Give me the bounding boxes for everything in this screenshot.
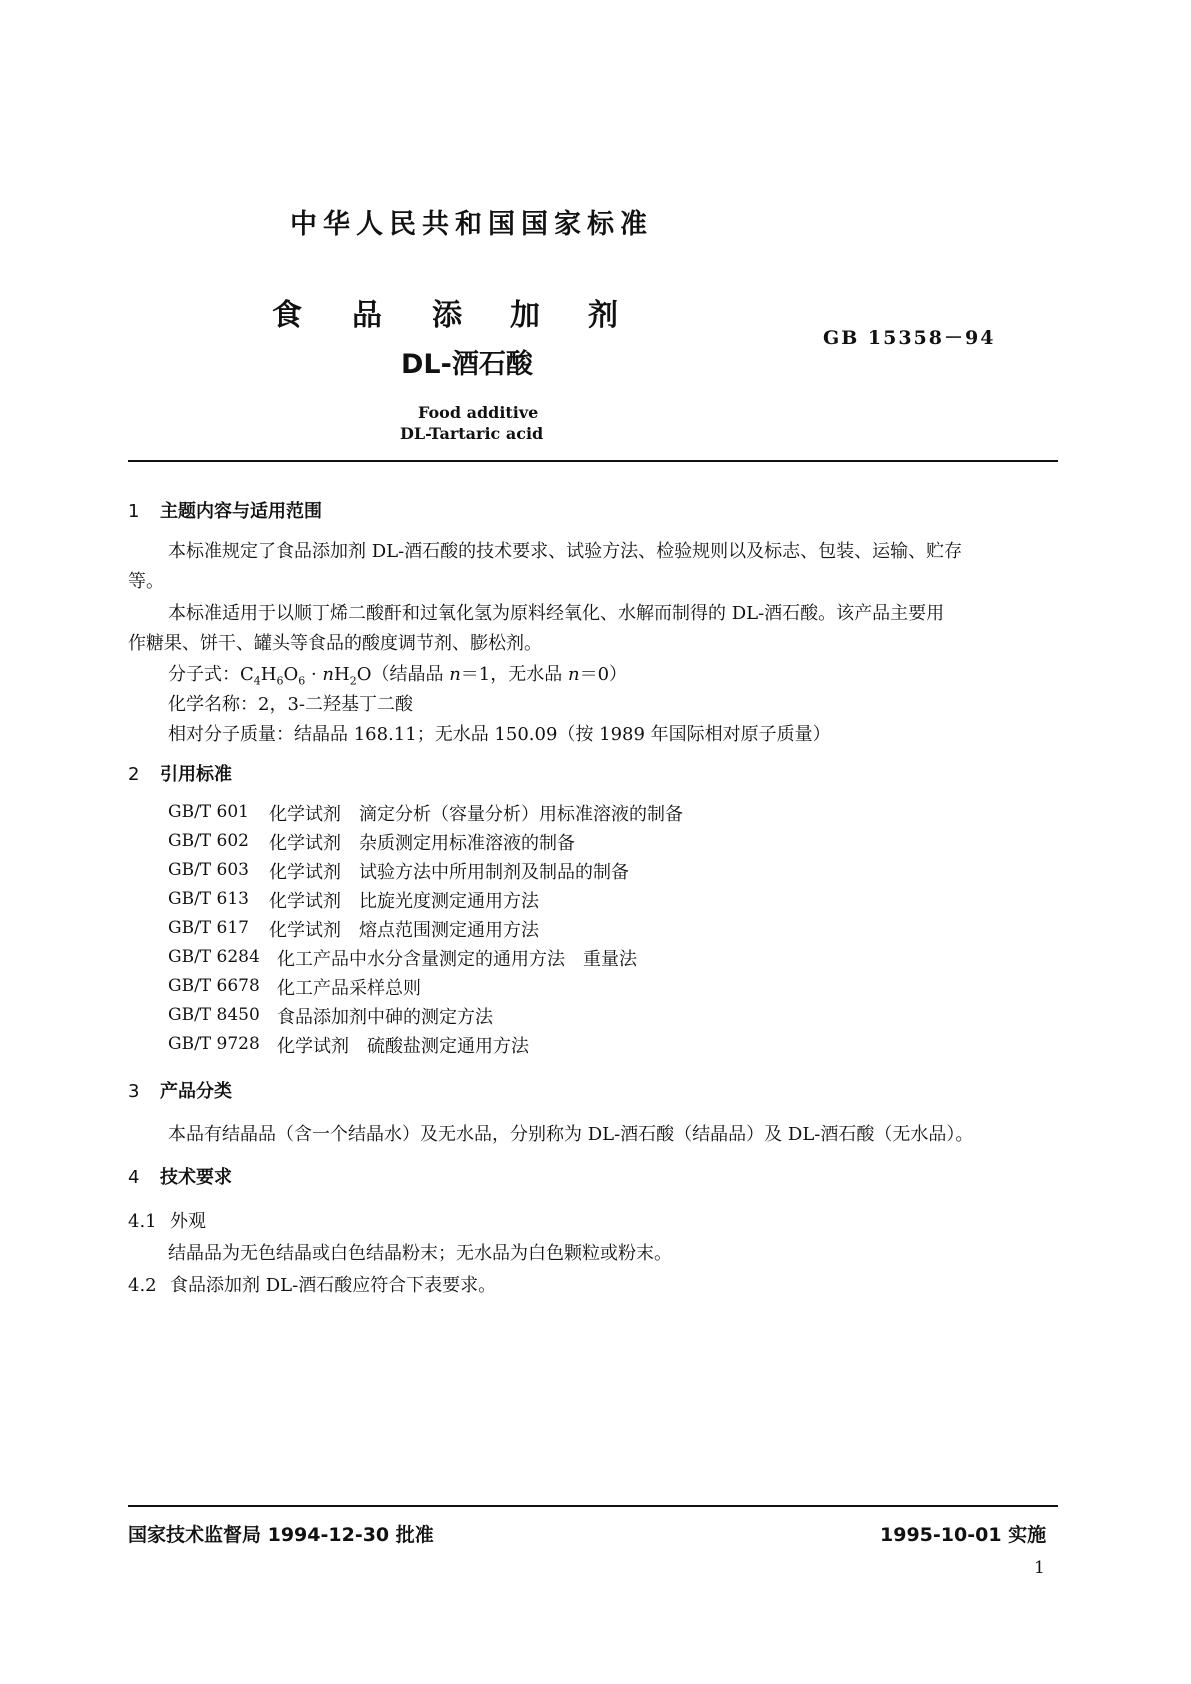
title-char-4: 加 [510,298,540,333]
formula-water-o: O（结晶品 [356,664,450,685]
reference-text: 化学试剂 滴定分析（容量分析）用标准溶液的制备 [269,804,683,825]
formula-h-count: 6 [276,674,284,688]
section-2-heading [128,760,232,786]
gb-code [823,323,995,350]
reference-text: 食品添加剂中砷的测定方法 [277,1007,493,1028]
section-2-number: 2 [128,764,140,785]
formula-prefix: 分子式：C [168,664,254,685]
reference-code: GB/T 9728 [168,1034,260,1054]
section-3-number: 3 [128,1081,140,1102]
section-1-p2-line1: 本标准适用于以顺丁烯二酸酐和过氧化氢为原料经氧化、水解而制得的 DL-酒石酸。该产品主要用 [168,603,945,624]
reference-code: GB/T 617 [168,918,249,938]
reference-code: GB/T 6678 [168,976,260,996]
reference-code: GB/T 603 [168,860,249,880]
formula-eq-crystal: ＝1，无水品 [460,664,568,685]
section-1-p2-line2: 作糖果、饼干、罐头等食品的酸度调节剂、膨松剂。 [128,633,542,654]
formula-n: n [322,664,335,685]
approval-line: 国家技术监督局 1994-12-30 批准 [128,1524,434,1546]
title-char-1: 食 [272,298,302,333]
formula-eq-anhydrous: ＝0） [579,664,628,685]
section-3-heading [128,1077,232,1103]
english-title-line1: Food additive [418,403,539,422]
section-1-number: 1 [128,501,140,522]
formula-n-anhydrous: n [567,664,580,685]
footer-rule [128,1505,1058,1507]
page-number: 1 [1034,1558,1045,1578]
reference-code: GB/T 601 [168,802,249,822]
formula-dot: · [305,664,323,685]
chemical-name: 化学名称：2，3-二羟基丁二酸 [168,694,413,715]
formula-c-count: 4 [253,674,261,688]
standard-title: 中华人民共和国国家标准 [290,209,653,240]
section-4-number: 4 [128,1167,140,1188]
formula-water-h-count: 2 [349,674,357,688]
reference-text: 化学试剂 试验方法中所用制剂及制品的制备 [269,862,629,883]
reference-text: 化学试剂 硫酸盐测定通用方法 [277,1036,529,1057]
title-char-2: 品 [352,298,382,333]
formula-water-h: H [334,664,350,685]
section-4-title: 技术要求 [160,1167,232,1188]
reference-code: GB/T 8450 [168,1005,260,1025]
section-1-p1-line1: 本标准规定了食品添加剂 DL-酒石酸的技术要求、试验方法、检验规则以及标志、包装、运输、贮存 [168,541,963,562]
reference-text: 化学试剂 杂质测定用标准溶液的制备 [269,833,575,854]
molecular-formula [168,660,627,688]
english-title-line2: DL-Tartaric acid [400,424,544,443]
section-4-2-line [128,1271,496,1297]
section-1-title: 主题内容与适用范围 [160,501,322,522]
molecular-mass: 相对分子质量：结晶品 168.11；无水品 150.09（按 1989 年国际相对原子质量） [168,724,831,745]
section-1-p1-line2: 等。 [128,571,164,592]
section-4-1-number: 4.1 [128,1211,157,1232]
title-char-5: 剂 [588,298,618,333]
document-subtitle: DL-酒石酸 [401,349,533,380]
section-4-1-text: 结晶品为无色结晶或白色结晶粉末；无水品为白色颗粒或粉末。 [168,1243,672,1264]
reference-text: 化工产品中水分含量测定的通用方法 重量法 [277,949,637,970]
reference-text: 化学试剂 比旋光度测定通用方法 [269,891,539,912]
implementation-line: 1995-10-01 实施 [880,1524,1047,1546]
section-4-1-heading [128,1207,206,1233]
section-1-heading [128,497,322,523]
section-2-title: 引用标准 [160,764,232,785]
reference-code: GB/T 613 [168,889,249,909]
reference-text: 化学试剂 熔点范围测定通用方法 [269,920,539,941]
section-4-2-text: 食品添加剂 DL-酒石酸应符合下表要求。 [170,1275,497,1296]
section-4-heading [128,1163,232,1189]
section-3-title: 产品分类 [160,1081,232,1102]
reference-text: 化工产品采样总则 [277,978,421,999]
section-3-p1: 本品有结晶品（含一个结晶水）及无水品，分别称为 DL-酒石酸（结晶品）及 DL-酒石酸（无水品）。 [168,1124,974,1145]
header-rule [128,460,1058,462]
formula-h-label: H [260,664,277,685]
formula-o-count: 6 [298,674,306,688]
formula-n-crystal: n [449,664,461,685]
title-char-3: 添 [432,298,462,333]
gb-code-text: GB 15358－94 [823,327,996,349]
section-4-1-title: 外观 [170,1211,206,1232]
section-4-2-number: 4.2 [128,1275,157,1296]
reference-code: GB/T 6284 [168,947,260,967]
formula-o-label: O [283,664,299,685]
reference-code: GB/T 602 [168,831,249,851]
